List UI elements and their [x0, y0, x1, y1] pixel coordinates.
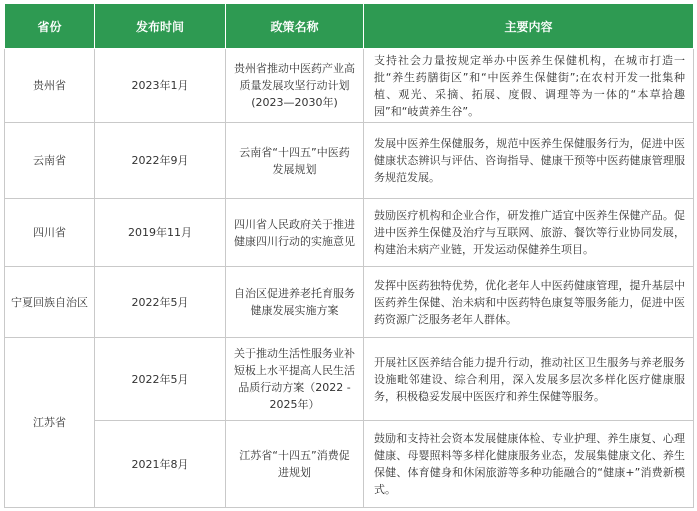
content-cell: 鼓励医疗机构和企业合作，研发推广适宜中医养生保健产品。促进中医养生保健及治疗与互联网、旅游、餐饮等行业协同发展，构建治未病产业链，开发运动保健养生项目。	[364, 199, 694, 267]
table-row	[5, 338, 694, 421]
province-cell: 江苏省	[5, 338, 95, 508]
table-row	[5, 267, 694, 338]
date-cell: 2021年8月	[95, 421, 226, 508]
date-cell: 2022年5月	[95, 267, 226, 338]
policy-cell: 四川省人民政府关于推进健康四川行动的实施意见	[226, 199, 364, 267]
date-cell: 2023年1月	[95, 49, 226, 123]
policy-table	[4, 3, 694, 508]
policy-cell: 自治区促进养老托育服务健康发展实施方案	[226, 267, 364, 338]
header-content: 主要内容	[364, 4, 694, 49]
table-row	[5, 199, 694, 267]
table-row	[5, 49, 694, 123]
content-cell: 支持社会力量按规定举办中医养生保健机构，在城市打造一批“养生药膳街区”和“中医养生保健街”;在农村开发一批集种植、观光、采摘、拓展、度假、调理等为一体的“本草拾趣园”和“岐黄养生谷”。	[364, 49, 694, 123]
date-cell: 2022年9月	[95, 123, 226, 199]
content-cell: 发展中医养生保健服务，规范中医养生保健服务行为，促进中医健康状态辨识与评估、咨询指导、健康干预等中医药健康管理服务规范发展。	[364, 123, 694, 199]
header-date: 发布时间	[95, 4, 226, 49]
header-province: 省份	[5, 4, 95, 49]
policy-cell: 江苏省“十四五”消费促进规划	[226, 421, 364, 508]
policy-cell: 贵州省推动中医药产业高质量发展攻坚行动计划(2023—2030年)	[226, 49, 364, 123]
policy-cell: 云南省“十四五”中医药发展规划	[226, 123, 364, 199]
content-cell: 开展社区医养结合能力提升行动，推动社区卫生服务与养老服务设施毗邻建设、综合利用，深入发展多层次多样化医疗健康服务，积极稳妥发展中医医疗和养生保健等服务。	[364, 338, 694, 421]
table-row	[5, 123, 694, 199]
date-cell: 2019年11月	[95, 199, 226, 267]
table-row	[5, 421, 694, 508]
content-cell: 鼓励和支持社会资本发展健康体检、专业护理、养生康复、心理健康、母婴照料等多样化健康服务业态，发展集健康文化、养生保健、体育健身和休闲旅游等多种功能融合的“健康+”消费新模式。	[364, 421, 694, 508]
content-cell: 发挥中医药独特优势，优化老年人中医药健康管理，提升基层中医药养生保健、治未病和中医药特色康复等服务能力，促进中医药资源广泛服务老年人群体。	[364, 267, 694, 338]
policy-cell: 关于推动生活性服务业补短板上水平提高人民生活品质行动方案（2022 - 2025年）	[226, 338, 364, 421]
province-cell: 宁夏回族自治区	[5, 267, 95, 338]
province-cell: 云南省	[5, 123, 95, 199]
province-cell: 四川省	[5, 199, 95, 267]
date-cell: 2022年5月	[95, 338, 226, 421]
province-cell: 贵州省	[5, 49, 95, 123]
header-row	[5, 4, 694, 49]
header-policy: 政策名称	[226, 4, 364, 49]
